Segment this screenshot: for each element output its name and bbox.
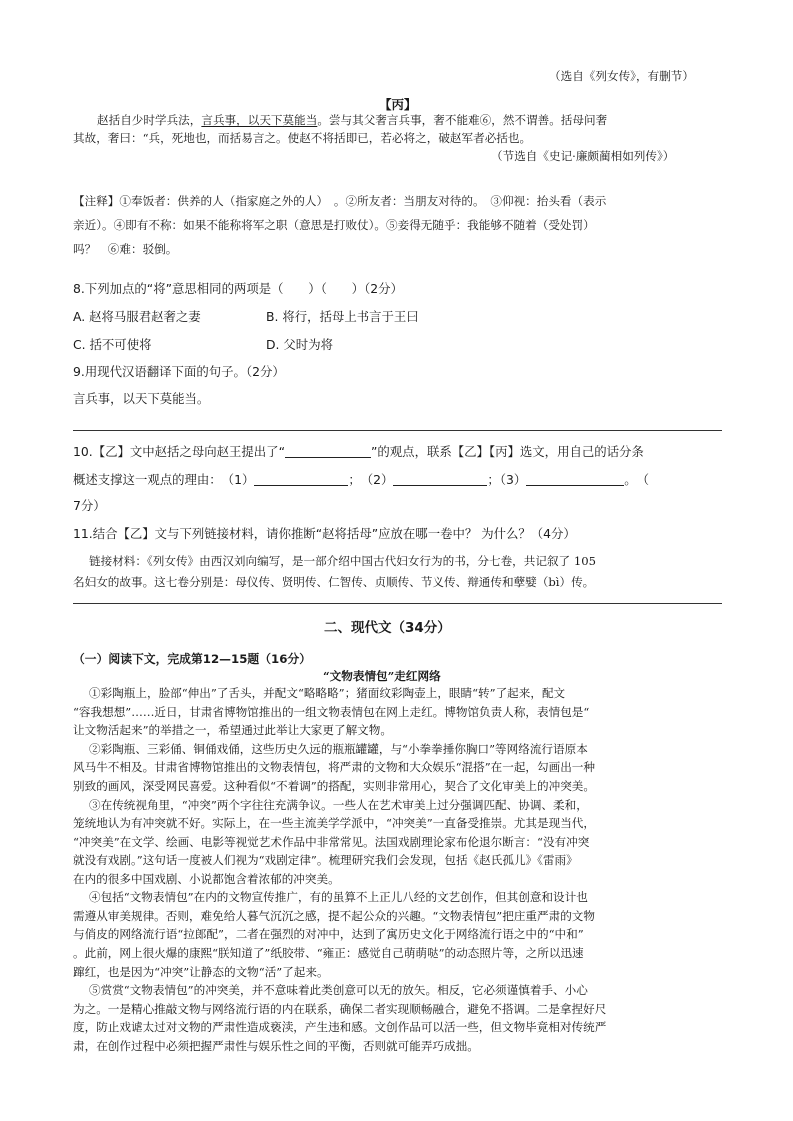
q10-text: ”的观点，联系【乙】【丙】选文，用自己的话分条 bbox=[370, 444, 644, 459]
bing-text: 赵括自少时学兵法， bbox=[97, 113, 202, 127]
article-line: 笼统地认为有冲突就不好。实际上，在一些主流美学学派中，“冲突美”一直备受推崇。尤其是现当代， bbox=[73, 816, 595, 830]
notes-line-3: 吗？ ⑥难：驳倒。 bbox=[73, 242, 178, 256]
question-10-line-1 bbox=[73, 442, 644, 460]
q10-blank-1[interactable] bbox=[254, 473, 348, 486]
q10-blank-2[interactable] bbox=[393, 473, 487, 486]
article-line: 蹿红，也是因为“冲突”让静态的文物“活”了起来。 bbox=[73, 965, 329, 979]
article-line: ①彩陶瓶上，脸部“伸出”了舌头，并配文“略略略”；猪面纹彩陶壶上，眼睛“转”了起来，配文 bbox=[89, 686, 566, 700]
article-line: ③在传统视角里，“冲突”两个字往往充满争议。一些人在艺术审美上过分强调匹配、协调、柔和， bbox=[89, 798, 588, 812]
article-line: ②彩陶瓶、三彩俑、铜俑戏俑，这些历史久远的瓶瓶罐罐，与“小拳拳捶你胸口”等网络流行语原本 bbox=[89, 742, 588, 756]
article-line: 在内的很多中国戏剧、小说都饱含着浓郁的冲突美。 bbox=[73, 872, 340, 886]
question-9-sentence: 言兵事，以天下莫能当。 bbox=[73, 391, 210, 406]
bing-underlined-sentence: 言兵事，以天下莫能当 bbox=[201, 113, 318, 127]
section-divider bbox=[73, 603, 722, 604]
q10-text: 概述支撑这一观点的理由： （1） bbox=[73, 472, 255, 487]
q8-option-d: D. 父时为将 bbox=[266, 337, 333, 352]
question-8-stem: 8.下列加点的“将”意思相同的两项是（ ）（ ）（2分） bbox=[73, 281, 403, 296]
article-line: 与俏皮的网络流行语“拉郎配”，二者在强烈的对冲中，达到了寓历史文化于网络流行语之中的“中和” bbox=[73, 927, 584, 941]
q10-blank-3[interactable] bbox=[526, 473, 624, 486]
q10-text: 10.【乙】文中赵括之母向赵王提出了“ bbox=[73, 444, 285, 459]
passage-bing-header: 【丙】 bbox=[379, 97, 417, 112]
article-title: “文物表情包”走红网络 bbox=[323, 669, 441, 683]
answer-line[interactable] bbox=[73, 430, 722, 431]
passage-bing-line-1 bbox=[97, 112, 607, 128]
article-line: 肃，在创作过程中必须把握严肃性与娱乐性之间的平衡，否则就可能弄巧成拙。 bbox=[73, 1039, 479, 1053]
passage-bing-line-2: 其故，奢曰：“兵，死地也，而括易言之。使赵不将括即已，若必将之，破赵军者必括也。 bbox=[73, 131, 532, 145]
article-line: “容我想想”……近日，甘肃省博物馆推出的一组文物表情包在网上走红。博物馆负责人称，表情包是“ bbox=[73, 705, 590, 719]
q10-text: 。 （ bbox=[624, 472, 650, 487]
q11-link-material-2: 名妇女的故事。这七卷分别是：母仪传、贤明传、仁智传、贞顺传、节义传、辩通传和孽嬖（bì）传。 bbox=[73, 575, 595, 589]
article-line: 为之。一是精心推敲文物与网络流行语的内在联系，确保二者实现顺畅融合，避免不搭调。二是拿捏好尺 bbox=[73, 1002, 607, 1016]
q8-option-c: C. 括不可使将 bbox=[73, 337, 152, 352]
article-line: ④包括“文物表情包”在内的文物宣传推广，有的虽算不上正儿八经的文艺创作，但其创意和设计也 bbox=[89, 890, 588, 904]
article-line: 风马牛不相及。甘肃省博物馆推出的文物表情包，将严肃的文物和大众娱乐“混搭”在一起，勾画出一种 bbox=[73, 760, 595, 774]
article-line: ⑤赏赏“文物表情包”的冲突美，并不意味着此类创意可以无的放矢。相反，它必须谨慎着手、小心 bbox=[89, 983, 588, 997]
question-10-line-2 bbox=[73, 470, 649, 488]
question-9-stem: 9.用现代汉语翻译下面的句子。（2分） bbox=[73, 364, 285, 379]
notes-line-2: 亲近）。④即有不称：如果不能称将军之职（意思是打败仗）。⑤妾得无随乎：我能够不随着（受处罚） bbox=[73, 218, 595, 232]
notes-line-1: 【注释】①奉饭者：供养的人（指家庭之外的人） 。②所友者：当朋友对待的。 ③仰视：抬头看（表示 bbox=[73, 194, 607, 208]
article-line: 需遵从审美规律。否则，难免给人暮气沉沉之感，提不起公众的兴趣。“文物表情包”把庄重严肃的文物 bbox=[73, 909, 595, 923]
source-lienv: （选自《列女传》，有删节） bbox=[549, 69, 694, 83]
q8-option-b: B. 将行，括母上书言于王曰 bbox=[266, 309, 419, 324]
article-line: 。此前，网上很火爆的康熙“朕知道了”纸胶带、“雍正：感觉自己萌萌哒”的动态照片等，之所以迅速 bbox=[73, 946, 584, 960]
question-11-stem: 11.结合【乙】文与下列链接材料，请你推断“赵将括母”应放在哪一卷中？ 为什么？（4分） bbox=[73, 526, 576, 541]
article-line: 度，防止戏谑太过对文物的严肃性造成亵渎，产生违和感。文创作品可以活一些，但文物毕竟相对传统严 bbox=[73, 1020, 607, 1034]
source-shiji: （节选自《史记·廉颇蔺相如列传》） bbox=[491, 149, 675, 163]
q11-link-material-1: 链接材料：《列女传》由西汉刘向编写，是一部介绍中国古代妇女行为的书，分七卷，共记叙了 105 bbox=[89, 554, 596, 568]
bing-text: 。尝与其父奢言兵事，奢不能难⑥，然不谓善。括母问奢 bbox=[317, 113, 608, 127]
section-2-title: 二、现代文（34分） bbox=[324, 620, 451, 636]
q10-text: ；（3） bbox=[487, 472, 527, 487]
article-line: 让文物活起来”的举措之一，希望通过此举让大家更了解文物。 bbox=[73, 723, 392, 737]
q10-text: ； （2） bbox=[348, 472, 394, 487]
q8-option-a: A. 赵将马服君赵奢之妻 bbox=[73, 309, 201, 324]
article-line: 就没有戏剧。”这句话一度被人们视为“戏剧定律”。梳理研究我们会发现，包括《赵氏孤儿》《雷雨》 bbox=[73, 853, 578, 867]
section-2-subtitle: （一）阅读下文，完成第12—15题（16分） bbox=[73, 652, 312, 666]
q10-blank-viewpoint[interactable] bbox=[285, 445, 371, 458]
article-line: 别致的画风，深受网民喜爱。这种看似“不着调”的搭配，实则非常用心，契合了文化审美上的冲突美。 bbox=[73, 779, 595, 793]
question-10-line-3: 7分） bbox=[73, 498, 106, 513]
article-line: “冲突美”在文学、绘画、电影等视觉艺术作品中非常常见。法国戏剧理论家布伦退尔断言：“没有冲突 bbox=[73, 835, 590, 849]
